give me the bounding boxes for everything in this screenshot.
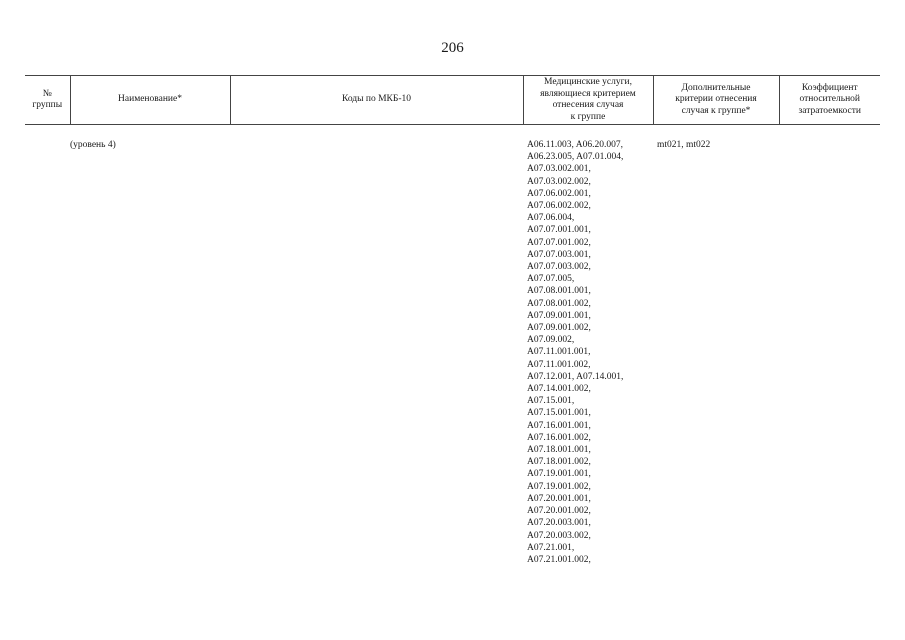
services-list <box>527 139 651 566</box>
table-row <box>25 125 880 567</box>
service-code: A07.21.001, <box>527 542 575 553</box>
header-line: к группе <box>570 111 606 122</box>
service-code: A07.08.001.002, <box>527 298 591 309</box>
header-line: являющиеся критерием <box>540 88 636 99</box>
cell-group-number <box>25 125 70 567</box>
page-number: 206 <box>441 40 464 56</box>
service-code: A07.19.001.001, <box>527 469 591 480</box>
service-code: A07.03.002.001, <box>527 164 591 175</box>
header-line: случая к группе* <box>681 105 751 116</box>
cell-additional-criteria: mt021, mt022 <box>657 140 711 150</box>
cell-name: (уровень 4) <box>70 140 116 150</box>
header-additional-criteria <box>653 76 779 125</box>
header-mkb-codes <box>230 76 523 125</box>
service-code: A07.16.001.001, <box>527 420 591 431</box>
cell-coefficient <box>779 125 880 567</box>
header-coefficient <box>779 76 880 125</box>
header-line: критерии отнесения <box>675 94 757 105</box>
service-code: A07.18.001.001, <box>527 445 591 456</box>
service-code: A07.06.004, <box>527 213 575 224</box>
cell-medical-services <box>523 125 653 567</box>
service-code: A07.07.003.001, <box>527 249 591 260</box>
service-code: A06.11.003, A06.20.007, <box>527 140 623 150</box>
service-code: A07.21.001.002, <box>527 554 591 565</box>
service-code: A07.20.001.002, <box>527 506 591 517</box>
service-code: A07.20.003.001, <box>527 518 591 529</box>
header-line: Коды по МКБ-10 <box>341 94 412 105</box>
service-code: A07.03.002.002, <box>527 176 591 187</box>
service-code: A07.16.001.002, <box>527 432 591 443</box>
header-line: группы <box>32 100 63 110</box>
header-line: Наименование* <box>118 94 182 105</box>
service-code: A07.20.003.002, <box>527 530 591 541</box>
cell-mkb-codes <box>230 125 523 567</box>
service-code: A07.06.002.002, <box>527 201 591 212</box>
service-code: A07.12.001, A07.14.001, <box>527 371 624 382</box>
service-code: A07.20.001.001, <box>527 493 591 504</box>
header-group-number <box>25 76 70 125</box>
service-code: A07.09.001.001, <box>527 310 591 321</box>
header-line: затратоемкости <box>798 105 861 116</box>
service-code: A07.07.003.002, <box>527 262 591 273</box>
header-medical-services <box>523 76 653 125</box>
service-code: A07.15.001, <box>527 396 575 407</box>
service-code: A07.11.001.001, <box>527 347 591 358</box>
header-line: относительной <box>799 94 860 105</box>
table-header-row <box>25 76 880 125</box>
service-code: A07.18.001.002, <box>527 457 591 468</box>
ksg-table <box>25 75 880 566</box>
service-code: A07.15.001.001, <box>527 408 591 419</box>
service-code: A07.07.001.001, <box>527 225 591 236</box>
header-line: Коэффициент <box>801 82 858 93</box>
header-line: отнесения случая <box>552 100 624 110</box>
service-code: A07.09.001.002, <box>527 323 591 334</box>
header-line: Дополнительные <box>681 82 751 93</box>
service-code: A07.14.001.002, <box>527 384 591 395</box>
service-code: A07.08.001.001, <box>527 286 591 297</box>
service-code: A07.11.001.002, <box>527 359 591 370</box>
service-code: A07.09.002, <box>527 335 575 346</box>
header-line: № <box>42 88 52 99</box>
service-code: A06.23.005, A07.01.004, <box>527 152 624 163</box>
header-line: Медицинские услуги, <box>544 77 632 87</box>
header-name <box>70 76 230 125</box>
service-code: A07.07.001.002, <box>527 237 591 248</box>
service-code: A07.19.001.002, <box>527 481 591 492</box>
service-code: A07.07.005, <box>527 274 575 285</box>
service-code: A07.06.002.001, <box>527 188 591 199</box>
